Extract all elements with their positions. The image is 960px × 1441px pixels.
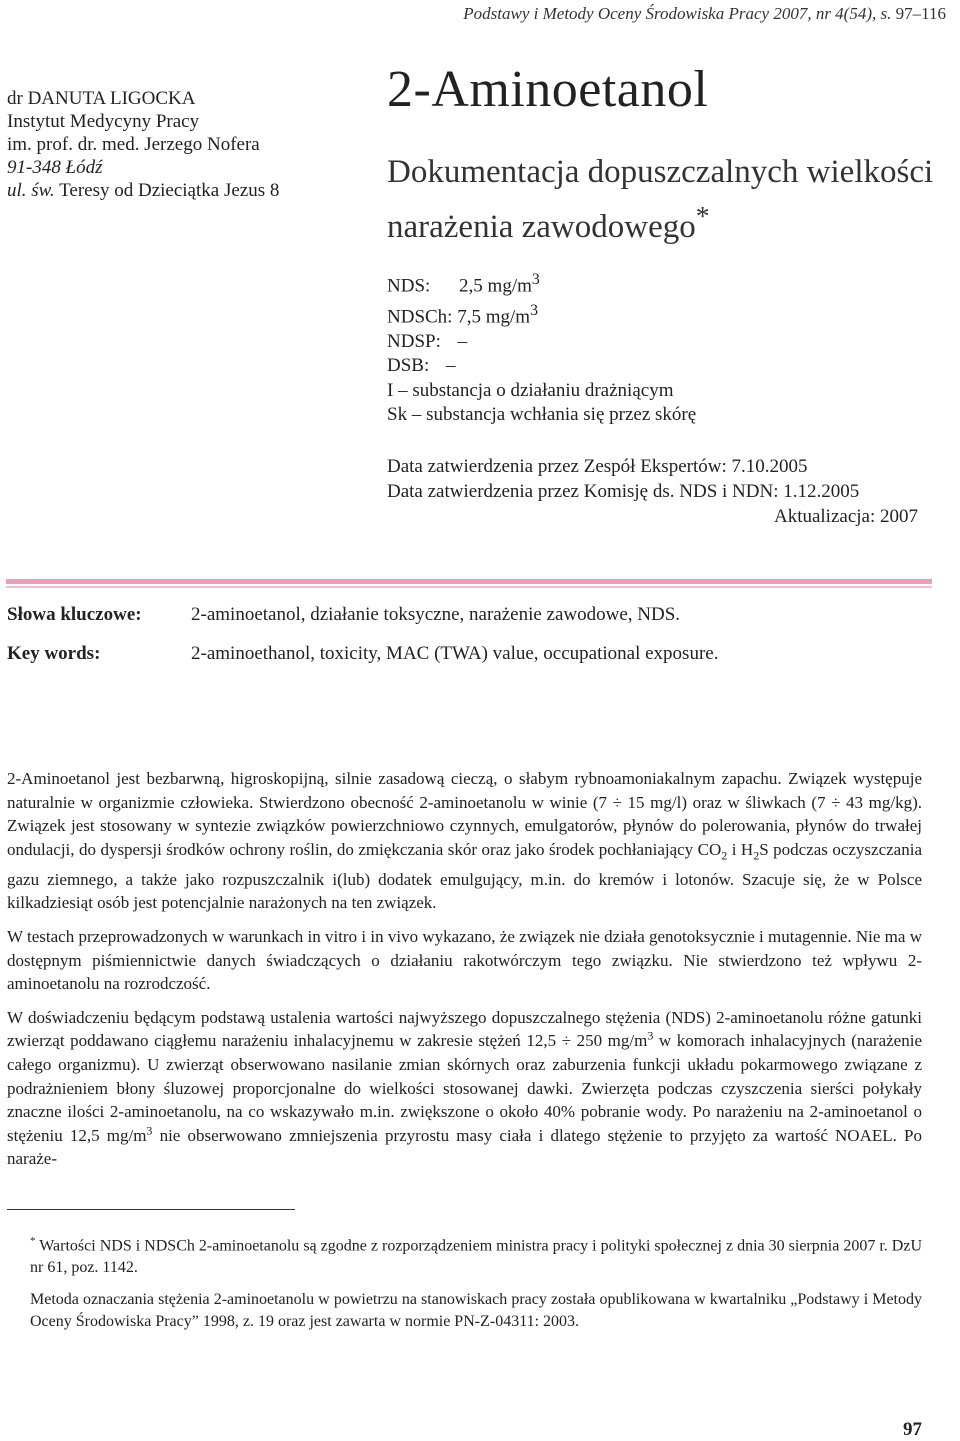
author-street: Teresy od Dzieciątka Jezus 8: [59, 180, 280, 201]
limit-dsb: DSB: –: [387, 355, 456, 377]
footnote-2: Metoda oznaczania stężenia 2-aminoetanolu w powietrzu na stanowiskach pracy została opublikowana w kwartalniku „Podstawy i Metody Oceny Środowiska Pracy” 1998, z. 19 oraz jest zawarta w normie PN-Z-04311: 2003.: [30, 1291, 922, 1331]
limit-nds: NDS: 2,5 $mg/m^3$: [387, 271, 540, 297]
journal-header: [463, 4, 946, 24]
body-text: [7, 767, 922, 1181]
note-skin: Sk – substancja wchłania się przez skórę: [387, 404, 697, 426]
author-institution: Instytut Medycyny Pracy: [7, 111, 200, 132]
paragraph-3: W doświadczeniu będącym podstawą ustalenia wartości najwyższego dopuszczalnego stężenia (NDS) 2-aminoetanolu różne gatunki zwierząt poddawano ciągłemu narażeniu inhalacyjnemu w zakresie stężeń 12,5 ÷ 250 $mg/m^3$ w komorach inhalacyjnych (narażenie całego organizmu). U zwierząt obserwowano nasilanie zmian skórnych oraz zaburzenia funkcji układu pokarmowego związane z podrażnieniem błony śluzowej proporcjonalne do wielkości stosowanej dawki. Zwierzęta podczas czyszczenia sierści połykały znaczne ilości 2-aminoetanolu, na co wskazywało m.in. zwiększone o około 40% pobranie wody. Po narażeniu na 2-aminoetanol o stężeniu 12,5 $mg/m^3$ nie obserwowano zmniejszenia przyrostu masy ciała i dlatego stężenie to przyjęto za wartość NOAEL. Po naraże-: [7, 1007, 922, 1169]
exposure-limits: [387, 268, 696, 428]
divider-rule: [6, 579, 932, 584]
limit-ndsch: NDSCh: 7,5 $mg/m^3$: [387, 301, 538, 328]
footnote-rule: [7, 1209, 295, 1210]
date-commission: Data zatwierdzenia przez Komisję ds. NDS i NDN: 1.12.2005: [387, 481, 860, 502]
date-experts: Data zatwierdzenia przez Zespół Ekspertów: 7.10.2005: [387, 456, 808, 477]
footnotes: [7, 1230, 922, 1343]
limit-ndsp: NDSP: –: [387, 330, 468, 352]
subtitle-text: Dokumentacja dopuszczalnych wielkości narażenia zawodowego: [387, 154, 934, 245]
subtitle-footnote-mark: *: [695, 200, 710, 231]
keywords-pl-value: 2-aminoetanol, działanie toksyczne, narażenie zawodowe, NDS.: [191, 604, 681, 625]
journal-pages: 97–116: [895, 4, 946, 23]
date-update: Aktualizacja: 2007: [773, 506, 918, 527]
author-institution-2: im. prof. dr. med. Jerzego Nofera: [7, 134, 260, 155]
page-number: 97: [903, 1419, 922, 1440]
divider-rule-thin: [6, 586, 932, 588]
keywords-en-label: Key words:: [7, 643, 101, 664]
author-city: 91-348 Łódź: [7, 157, 103, 178]
author-block: [7, 87, 337, 202]
paragraph-2: W testach przeprowadzonych w warunkach in vitro i in vivo wykazano, że związek nie działa genotoksycznie i mutagennie. Nie ma w dostępnym piśmiennictwie danych świadczących o działaniu rakotwórczym tego związku. Nie stwierdzono też wpływu 2-aminoetanolu na rozrodczość.: [7, 926, 922, 994]
keywords-en-value: 2-aminoethanol, toxicity, MAC (TWA) value, occupational exposure.: [191, 643, 719, 664]
note-irritant: I – substancja o działaniu drażniącym: [387, 379, 674, 401]
approval-dates: [387, 454, 918, 529]
paragraph-1: 2-Aminoetanol jest bezbarwną, higroskopijną, silnie zasadową cieczą, o słabym rybnoamoniakalnym zapachu. Związek występuje naturalnie w organizmie człowieka. Stwierdzono obecność 2-aminoetanolu w winie (7 ÷ 15 mg/l) oraz w śliwkach (7 ÷ 43 mg/kg). Związek jest stosowany w syntezie związków powierzchniowo czynnych, emulgatorów, płynów do polerowania, płynów do trwałej ondulacji, do dyspersji środków ochrony roślin, do zmiękczania skór oraz jako środek pochłaniający $CO_2$ i $H_2S$ podczas oczyszczania gazu ziemnego, a także jako rozpuszczalnik i(lub) dodatek emulgujący, m.in. do kremów i lotonów. Szacuje się, że w Polsce kilkadziesiąt osób jest potencjalnie narażonych na ten związek.: [7, 769, 922, 913]
page-title: 2-Aminoetanol: [387, 61, 709, 118]
keywords-pl-label: Słowa kluczowe:: [7, 604, 142, 625]
footnote-1: * Wartości NDS i NDSCh 2-aminoetanolu są zgodne z rozporządzeniem ministra pracy i polityki społecznej z dnia 30 sierpnia 2007 r. DzU nr 61, poz. 1142.: [30, 1235, 922, 1277]
page-subtitle: [387, 150, 947, 249]
author-name: dr DANUTA LIGOCKA: [7, 88, 196, 109]
author-street-prefix: ul. św.: [7, 180, 55, 201]
journal-citation: Podstawy i Metody Oceny Środowiska Pracy 2007, nr 4(54), s.: [463, 4, 892, 23]
